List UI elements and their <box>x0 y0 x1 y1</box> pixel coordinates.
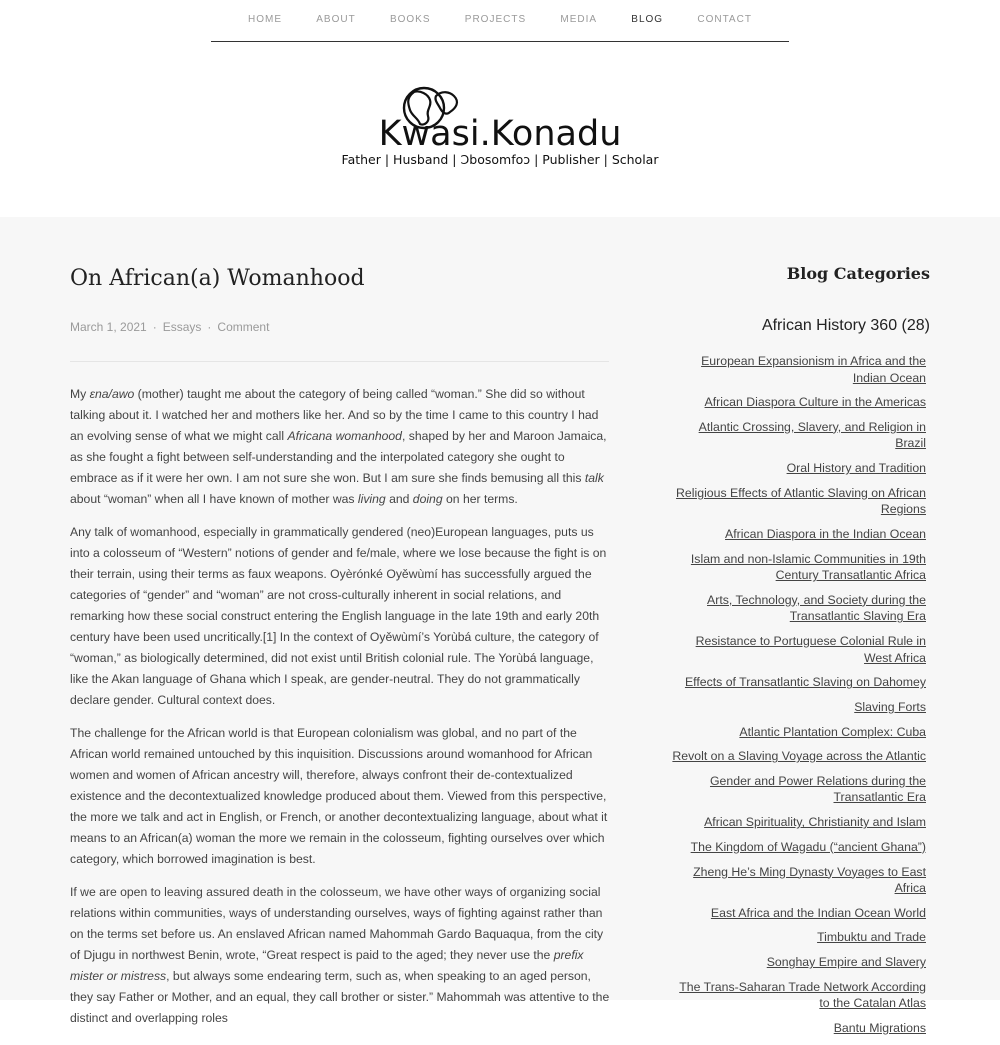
category-item <box>668 674 926 691</box>
category-link[interactable]: Atlantic Plantation Complex: Cuba <box>739 724 926 739</box>
category-link[interactable]: The Trans-Saharan Trade Network According to the Catalan Atlas <box>679 979 926 1011</box>
category-link[interactable]: Timbuktu and Trade <box>817 930 926 945</box>
category-item <box>668 551 926 584</box>
paragraph: If we are open to leaving assured death in the colosseum, we have other ways of organizing social relations within communities, ways of understanding ourselves, ways of fighting against rather than on the terms set before us. An enslaved African named Mahommah Gardo Baquaqua, from the city of Djugu in northwest Benin, wrote, “Great respect is paid to the aged; they never use the prefix mister or mistress, but always some endearing term, such as, when speaking to an aged person, they say Father or Mother, and an equal, they call brother or sister.” Mahommah was attentive to the distinct and overlapping roles <box>70 885 610 1025</box>
category-link[interactable]: Oral History and Tradition <box>786 461 926 476</box>
category-link[interactable]: Islam and non-Islamic Communities in 19th Century Transatlantic Africa <box>690 551 926 583</box>
category-link[interactable]: Bantu Migrations <box>833 1020 926 1035</box>
category-link[interactable]: Religious Effects of Atlantic Slaving on African Regions <box>676 485 926 517</box>
category-link[interactable]: Songhay Empire and Slavery <box>766 955 926 970</box>
nav-home-link[interactable]: HOME <box>248 14 282 25</box>
nav-contact-link[interactable]: CONTACT <box>697 14 752 25</box>
meta-separator: · <box>207 320 212 334</box>
category-link[interactable]: African Diaspora Culture in the Americas <box>704 395 926 410</box>
sidebar-subheading: African History 360 (28) <box>761 317 930 334</box>
category-item <box>668 773 926 806</box>
category-item <box>668 724 926 741</box>
category-item <box>668 839 926 856</box>
category-item <box>668 699 926 716</box>
category-item <box>668 1020 926 1037</box>
category-item <box>668 394 926 411</box>
post-date[interactable]: March 1, 2021 <box>70 320 147 334</box>
paragraph: My ɛna/awo (mother) taught me about the category of being called “woman.” She did so without talking about it. I watched her and mothers like her. And so by the time I came to this country I had an evolving sense of what we might call Africana womanhood, shaped by her and Maroon Jamaica, as she fought a fight between self-understanding and the interpolated category she ought to embrace as if it were her own. I am not sure she won. But I am sure she finds bemusing all this talk about “woman” when all I have known of mother was living and doing on her terms. <box>70 387 607 506</box>
category-item <box>668 905 926 922</box>
category-link[interactable]: European Expansionism in Africa and the Indian Ocean <box>701 354 926 385</box>
category-item <box>668 929 926 946</box>
category-link[interactable]: Resistance to Portuguese Colonial Rule in West Africa <box>695 634 926 665</box>
post-title: On African(a) Womanhood <box>70 266 365 291</box>
post-comment-link[interactable]: Comment <box>217 320 270 334</box>
post-category-link[interactable]: Essays <box>162 320 202 334</box>
sidebar-title: Blog Categories <box>786 264 930 283</box>
post-meta <box>70 320 269 334</box>
category-link[interactable]: Effects of Transatlantic Slaving on Dahomey <box>684 675 926 690</box>
nav-about-link[interactable]: ABOUT <box>316 14 356 25</box>
category-item <box>668 353 926 386</box>
category-link[interactable]: East Africa and the Indian Ocean World <box>710 905 926 920</box>
nav-books-link[interactable]: BOOKS <box>389 14 431 25</box>
category-list <box>668 353 926 1045</box>
category-link[interactable]: The Kingdom of Wagadu (“ancient Ghana”) <box>690 839 926 854</box>
category-link[interactable]: Arts, Technology, and Society during the Transatlantic Slaving Era <box>707 592 926 624</box>
category-item <box>668 592 926 625</box>
category-item <box>668 419 926 452</box>
logo-name: Kwasi.Konadu <box>378 114 622 154</box>
meta-separator: · <box>152 320 157 334</box>
nav-media-link[interactable]: MEDIA <box>560 14 598 25</box>
main-nav <box>211 0 789 42</box>
category-item <box>668 814 926 831</box>
content-area <box>0 217 1000 1035</box>
post-body <box>70 384 610 1041</box>
site-logo[interactable] <box>340 86 660 176</box>
category-item <box>668 864 926 897</box>
category-link[interactable]: Atlantic Crossing, Slavery, and Religion in Brazil <box>698 419 926 451</box>
category-item <box>668 526 926 543</box>
nav-projects-link[interactable]: PROJECTS <box>464 14 527 25</box>
logo-tagline: Father | Husband | Ɔbosomfoɔ | Publisher | Scholar <box>341 152 659 167</box>
category-item <box>668 485 926 518</box>
category-item <box>668 633 926 666</box>
paragraph: The challenge for the African world is that European colonialism was global, and no part of the African world remained untouched by this inquisition. Discussions around womanhood for African women and women of African ancestry will, therefore, always confront their de-contextualized existence and the decontextualized knowledge produced about them. Viewed from this perspective, the more we talk and act in English, or French, or another decontextualizing language, about what it means to an African(a) woman the more we remain in the colosseum, fighting ourselves over which category, which borrowed imagination is best. <box>70 726 608 866</box>
category-link[interactable]: Slaving Forts <box>854 699 926 714</box>
divider <box>70 361 609 362</box>
category-link[interactable]: Zheng He’s Ming Dynasty Voyages to East Africa <box>693 864 926 895</box>
category-item <box>668 460 926 477</box>
category-item <box>668 979 926 1012</box>
category-item <box>668 748 926 765</box>
category-item <box>668 954 926 971</box>
category-link[interactable]: Revolt on a Slaving Voyage across the Atlantic <box>672 749 926 764</box>
category-link[interactable]: Gender and Power Relations during the Transatlantic Era <box>709 773 926 805</box>
category-link[interactable]: African Spirituality, Christianity and Islam <box>704 815 926 830</box>
paragraph: Any talk of womanhood, especially in grammatically gendered (neo)European languages, puts us into a colosseum of “Western” notions of gender and fe/male, where we lose because the fight is on their terrain, using their terms as faux weapons. Oyèrónké Oyěwùmí has successfully argued the categories of “gender” and “woman” are not cross-culturally inherent in social relations, and remarking how these social construct entering the English language in the late 19th and early 20th century have been used uncritically.[1] In the context of Oyěwùmí’s Yorùbá culture, the category of “woman,” as biologically determined, did not exist until British colonial rule. The Yorùbá language, like the Akan language of Ghana which I speak, are gender-neutral. They do not grammatically declare gender. Cultural context does. <box>70 525 607 707</box>
category-link[interactable]: African Diaspora in the Indian Ocean <box>725 526 926 541</box>
nav-blog-link[interactable]: BLOG <box>631 14 664 25</box>
